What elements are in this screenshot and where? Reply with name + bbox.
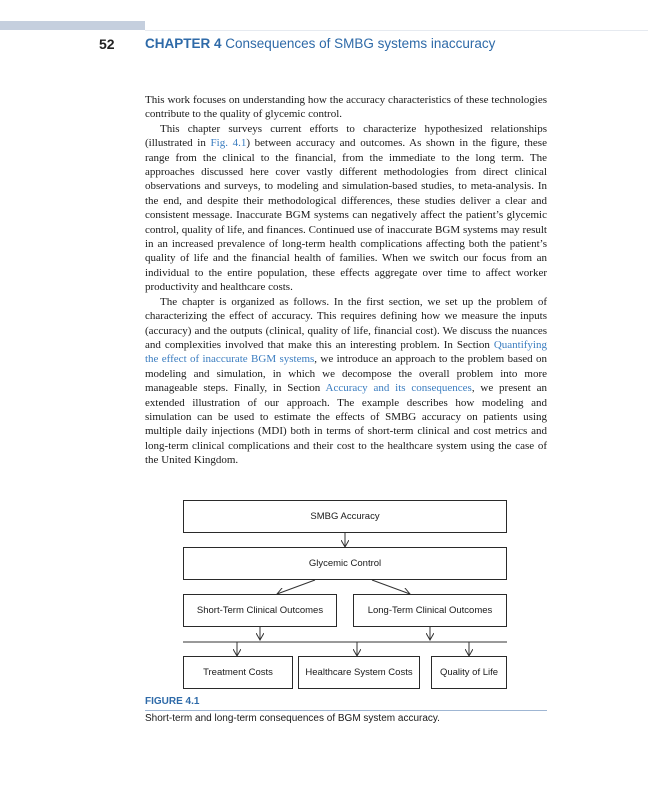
body-text (145, 93, 547, 468)
node-glycemic-control: Glycemic Control (183, 547, 507, 580)
chapter-title: Consequences of SMBG systems inaccuracy (225, 36, 496, 51)
node-short-term-outcomes: Short-Term Clinical Outcomes (183, 594, 337, 627)
figure-reference-link[interactable]: Fig. 4.1 (210, 137, 247, 150)
paragraph-3-text-a: The chapter is organized as follows. In the first section, we set up the problem of characterizing the effect of accuracy. This requires defining how we measure the inputs (accuracy) and the outputs (clinical, quality of life, financial cost). We discuss the nuances and complexities involved that make this an interesting problem. In Section (145, 295, 547, 351)
node-quality-of-life: Quality of Life (431, 656, 507, 689)
paragraph-3-text-c: , we present an extended illustration of our approach. The example describes how modeling and simulation can be used to estimate the effects of SMBG accuracy on patients using multiple daily injections (MDI) both in terms of short-term clinical and cost metrics and long-term clinical complications and their cost to the healthcare system using the case of the United Kingdom. (145, 382, 547, 467)
figure-label: FIGURE 4.1 (145, 696, 200, 707)
chapter-label: CHAPTER 4 (145, 36, 222, 51)
node-smbg-accuracy: SMBG Accuracy (183, 500, 507, 533)
paragraph-2 (145, 122, 547, 295)
header-rule (145, 30, 648, 31)
header-accent-bar (0, 21, 145, 30)
arrow-control-to-short-term (277, 580, 315, 594)
paragraph-1: This work focuses on understanding how the accuracy characteristics of these technologies contribute to the quality of glycemic control. (145, 94, 547, 121)
paragraph-3-text-b: , we introduce an approach to the problem based on modeling and simulation, in which we decompose the overall problem into more manageable steps. Finally, in Section (145, 353, 547, 395)
section-link-quantifying[interactable]: Quantifying the effect of inaccurate BGM systems (145, 338, 547, 366)
paragraph-2-text-a: This chapter surveys current efforts to characterize hypothesized relationships (illustrated in (145, 122, 547, 150)
page-number: 52 (99, 36, 115, 52)
node-long-term-outcomes: Long-Term Clinical Outcomes (353, 594, 507, 627)
paragraph-3 (145, 295, 547, 468)
paragraph-2-text-b: ) between accuracy and outcomes. As shown in the figure, these range from the clinical to the financial, from the immediate to the long term. The approaches discussed here cover vastly different methodologies from direct clinical observations and surveys, to modeling and simulation-based studies, to meta-analysis. In the end, and despite their methodological differences, these studies deliver a clear and consistent message. Inaccurate BGM systems can negatively affect the patient’s glycemic control, quality of life, and finances. Continued use of inaccurate BGM systems may result in an increased prevalence of long-term health complications affecting both the patient’s quality of life and the financial health of families. When we switch our focus from an individual to the entire population, these effects aggregate over time to affect worker productivity and healthcare costs. (145, 137, 547, 294)
figure-caption-rule (145, 710, 547, 711)
arrow-control-to-long-term (372, 580, 410, 594)
node-healthcare-system-costs: Healthcare System Costs (298, 656, 420, 689)
figure-caption: Short-term and long-term consequences of BGM system accuracy. (145, 713, 440, 724)
node-treatment-costs: Treatment Costs (183, 656, 293, 689)
section-link-accuracy[interactable]: Accuracy and its consequences (325, 382, 472, 395)
running-header (145, 36, 495, 51)
